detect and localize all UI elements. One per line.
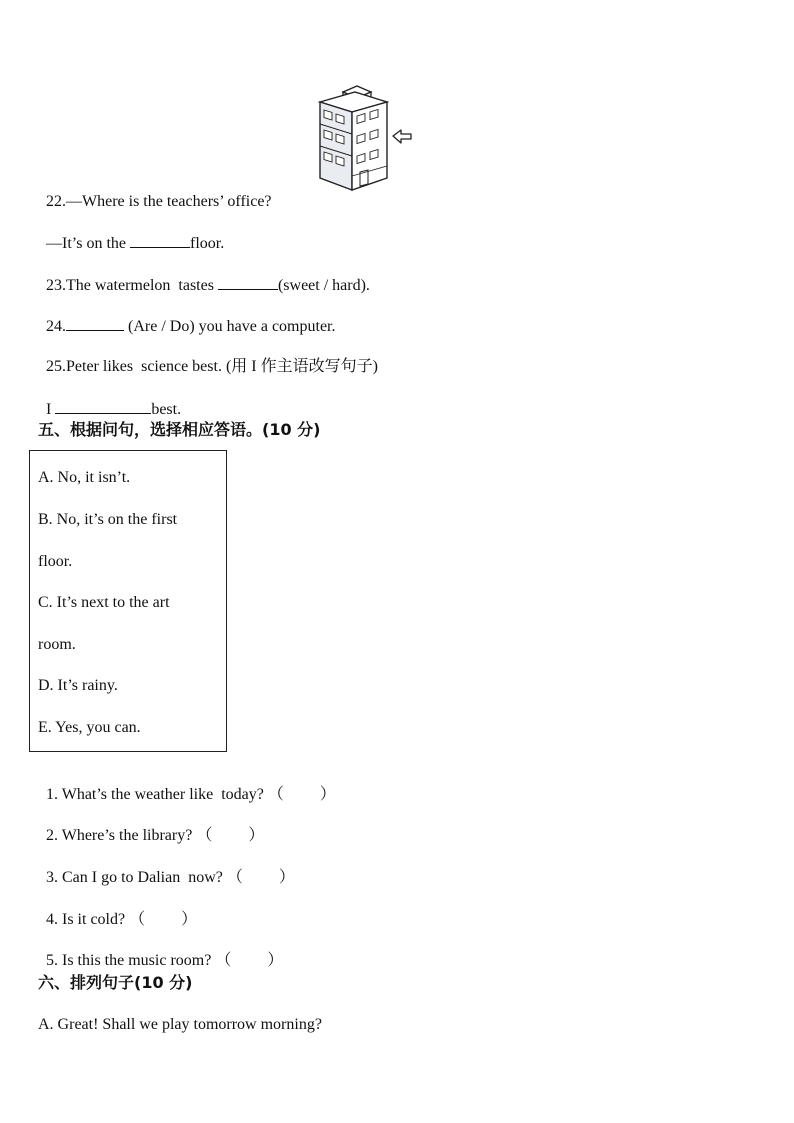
answer-blank[interactable] [218,275,278,290]
answer-blank[interactable] [130,233,190,248]
question-text: 3. Can I go to Dalian now? [46,869,223,886]
question-22 [38,172,272,212]
section-5-title: 五、根据问句，选择相应答语。(10 分) [38,420,321,439]
match-question-2 [38,806,264,846]
question-text: 2. Where’s the library? [46,827,193,844]
question-text: 4. Is it cold? [46,911,126,928]
answer-22 [38,213,224,254]
question-text: The watermelon tastes [66,277,218,294]
section-6-title: 六、排列句子(10 分) [38,973,193,992]
question-23 [38,255,370,296]
question-suffix: (sweet / hard). [277,277,370,294]
question-number: 25. [46,358,66,375]
answer-prefix: —It’s on the [46,235,130,252]
option-b-cont: floor. [38,553,73,570]
question-24 [38,296,335,337]
answer-paren[interactable]: （ ） [196,827,265,844]
sentence-a: A. Great! Shall we play tomorrow morning? [38,1016,322,1033]
question-suffix: (Are / Do) you have a computer. [124,318,336,335]
option-e: E. Yes, you can. [38,719,141,736]
options-box [29,450,227,752]
question-text: 5. Is this the music room? [46,952,212,969]
question-text: —Where is the teachers’ office? [66,193,272,210]
answer-blank[interactable] [66,316,124,331]
answer-paren[interactable]: （ ） [267,786,336,803]
answer-blank[interactable] [55,399,151,414]
question-number: 24. [46,318,66,335]
match-question-5 [38,931,283,971]
question-25 [38,337,378,377]
answer-paren[interactable]: （ ） [215,952,284,969]
option-b: B. No, it’s on the first [38,511,178,528]
answer-suffix: best. [151,401,182,418]
question-text: 1. What’s the weather like today? [46,786,264,803]
answer-paren[interactable]: （ ） [129,911,198,928]
match-question-1 [38,765,336,805]
question-number: 22. [46,193,66,210]
match-question-4 [38,890,197,930]
answer-prefix: I [46,401,56,418]
question-text: Peter likes science best. (用 I 作主语改写句子) [66,358,378,375]
answer-25 [38,379,181,420]
option-c: C. It’s next to the art [38,594,170,611]
match-question-3 [38,848,295,888]
building-icon [315,84,415,194]
option-d: D. It’s rainy. [38,677,118,694]
arrow-left-icon [393,130,411,143]
answer-paren[interactable]: （ ） [226,869,295,886]
option-a: A. No, it isn’t. [38,469,131,486]
answer-suffix: floor. [190,235,225,252]
question-number: 23. [46,277,66,294]
option-c-cont: room. [38,636,76,653]
